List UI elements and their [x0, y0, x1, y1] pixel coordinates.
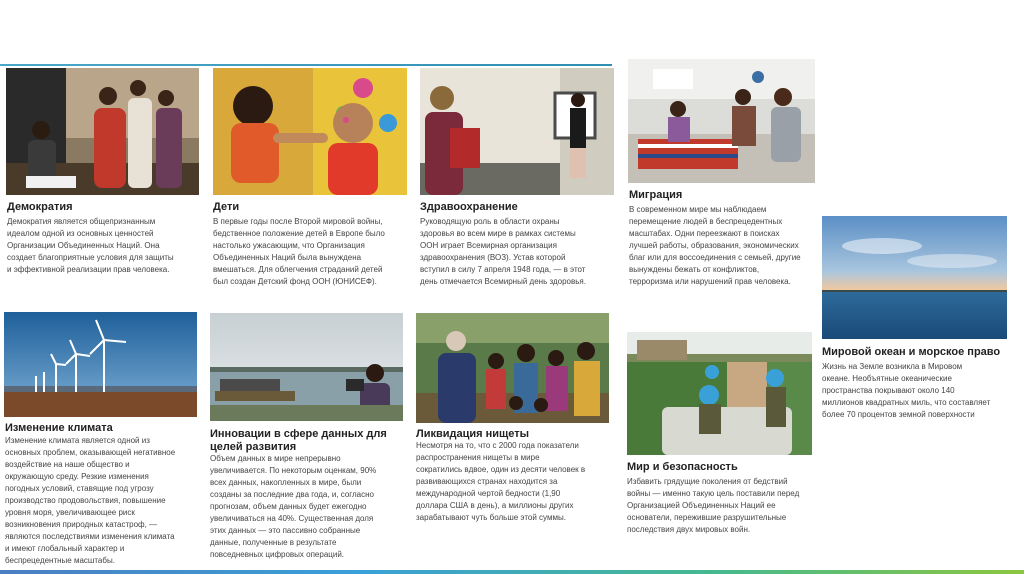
bottom-accent-bar	[0, 570, 1024, 574]
migration-title: Миграция	[629, 189, 683, 201]
health-photo	[420, 68, 614, 195]
poverty-text: Несмотря на то, что с 2000 года показатели распространения нищеты в мире сократились вдвое, один из десяти человек в развивающихся странах находится за международной чертой бедности (1,90 доллара США в день), а миллионы других зарабатывают чуть больше этой суммы.	[416, 441, 586, 522]
children-title: Дети	[213, 201, 240, 213]
migration-text: В современном мире мы наблюдаем перемещение людей в беспрецедентных масштабах. Одни переезжают в поисках лучшей работы, образования, экономических благ или для воссоединения с семьей, другие вынуждены бежать от конфликтов, терроризма или нарушений прав человека.	[629, 205, 801, 286]
migration-photo	[628, 59, 815, 183]
children-photo	[213, 68, 407, 195]
peace-text: Избавить грядущие поколения от бедствий войны — именно такую цель поставили перед Организацией Объединенных Наций ее основатели, пережившие разрушительные последствия двух мировых войн.	[627, 477, 800, 534]
climate-photo	[4, 312, 197, 417]
ocean-photo	[822, 216, 1007, 339]
data-innovation-title: Инновации в сфере данных для целей развития	[210, 428, 387, 453]
poverty-title: Ликвидация нищеты	[416, 428, 530, 440]
health-text: Руководящую роль в области охраны здоровья во всем мире в рамках системы ООН играет Всемирная организация здравоохранения (ВОЗ). Устав которой вступил в силу 7 апреля 1948 года, — в этот день отмечается Всемирный день здоровья.	[420, 217, 586, 286]
democracy-title: Демократия	[7, 201, 73, 213]
data-innovation-photo	[210, 313, 403, 421]
peace-photo	[627, 332, 812, 455]
health-title: Здравоохранение	[420, 201, 518, 213]
climate-text: Изменение климата является одной из основных проблем, оказывающей негативное воздействие на наше общество и окружающую среду. Резкие изменения погодных условий, ставящие под угрозу производство продовольствия, повышение уровня моря, увеличивающее риск возникновения природных катастроф, — являются последствиями изменения климата и имеют глобальный характер и беспрецедентные масштабы.	[5, 436, 176, 565]
poverty-photo	[416, 313, 609, 423]
democracy-photo	[6, 68, 199, 195]
children-text: В первые годы после Второй мировой войны, бедственное положение детей в Европе было настолько ужасающим, что Организация Объединенных Наций была вынуждена вмешаться. Для облегчения страданий детей был создан Детский фонд ООН (ЮНИСЕФ).	[213, 217, 385, 286]
ocean-text: Жизнь на Земле возникла в Мировом океане. Необъятные океанические пространства покрывают около 140 миллионов квадратных миль, что составляет более 70 процентов земной поверхности	[822, 362, 991, 419]
peace-title: Мир и безопасность	[627, 461, 738, 473]
top-accent-line	[0, 64, 612, 66]
data-innovation-text: Объем данных в мире непрерывно увеличивается. По некоторым оценкам, 90% всех данных, накопленных в мире, были созданы за последние два года, и, согласно прогнозам, объем данных будет ежегодно увеличиваться на 40%. Существенная доля этих данных — это пассивно собранные данные, полученные в результате повседневных цифровых операций.	[210, 454, 377, 559]
democracy-text: Демократия является общепризнанным идеалом одной из основных ценностей Организации Объединенных Наций. Она создает благоприятные условия для защиты и эффективной реализации прав человека.	[7, 217, 174, 274]
ocean-title: Мировой океан и морское право	[822, 346, 1001, 358]
climate-title: Изменение климата	[5, 422, 113, 434]
